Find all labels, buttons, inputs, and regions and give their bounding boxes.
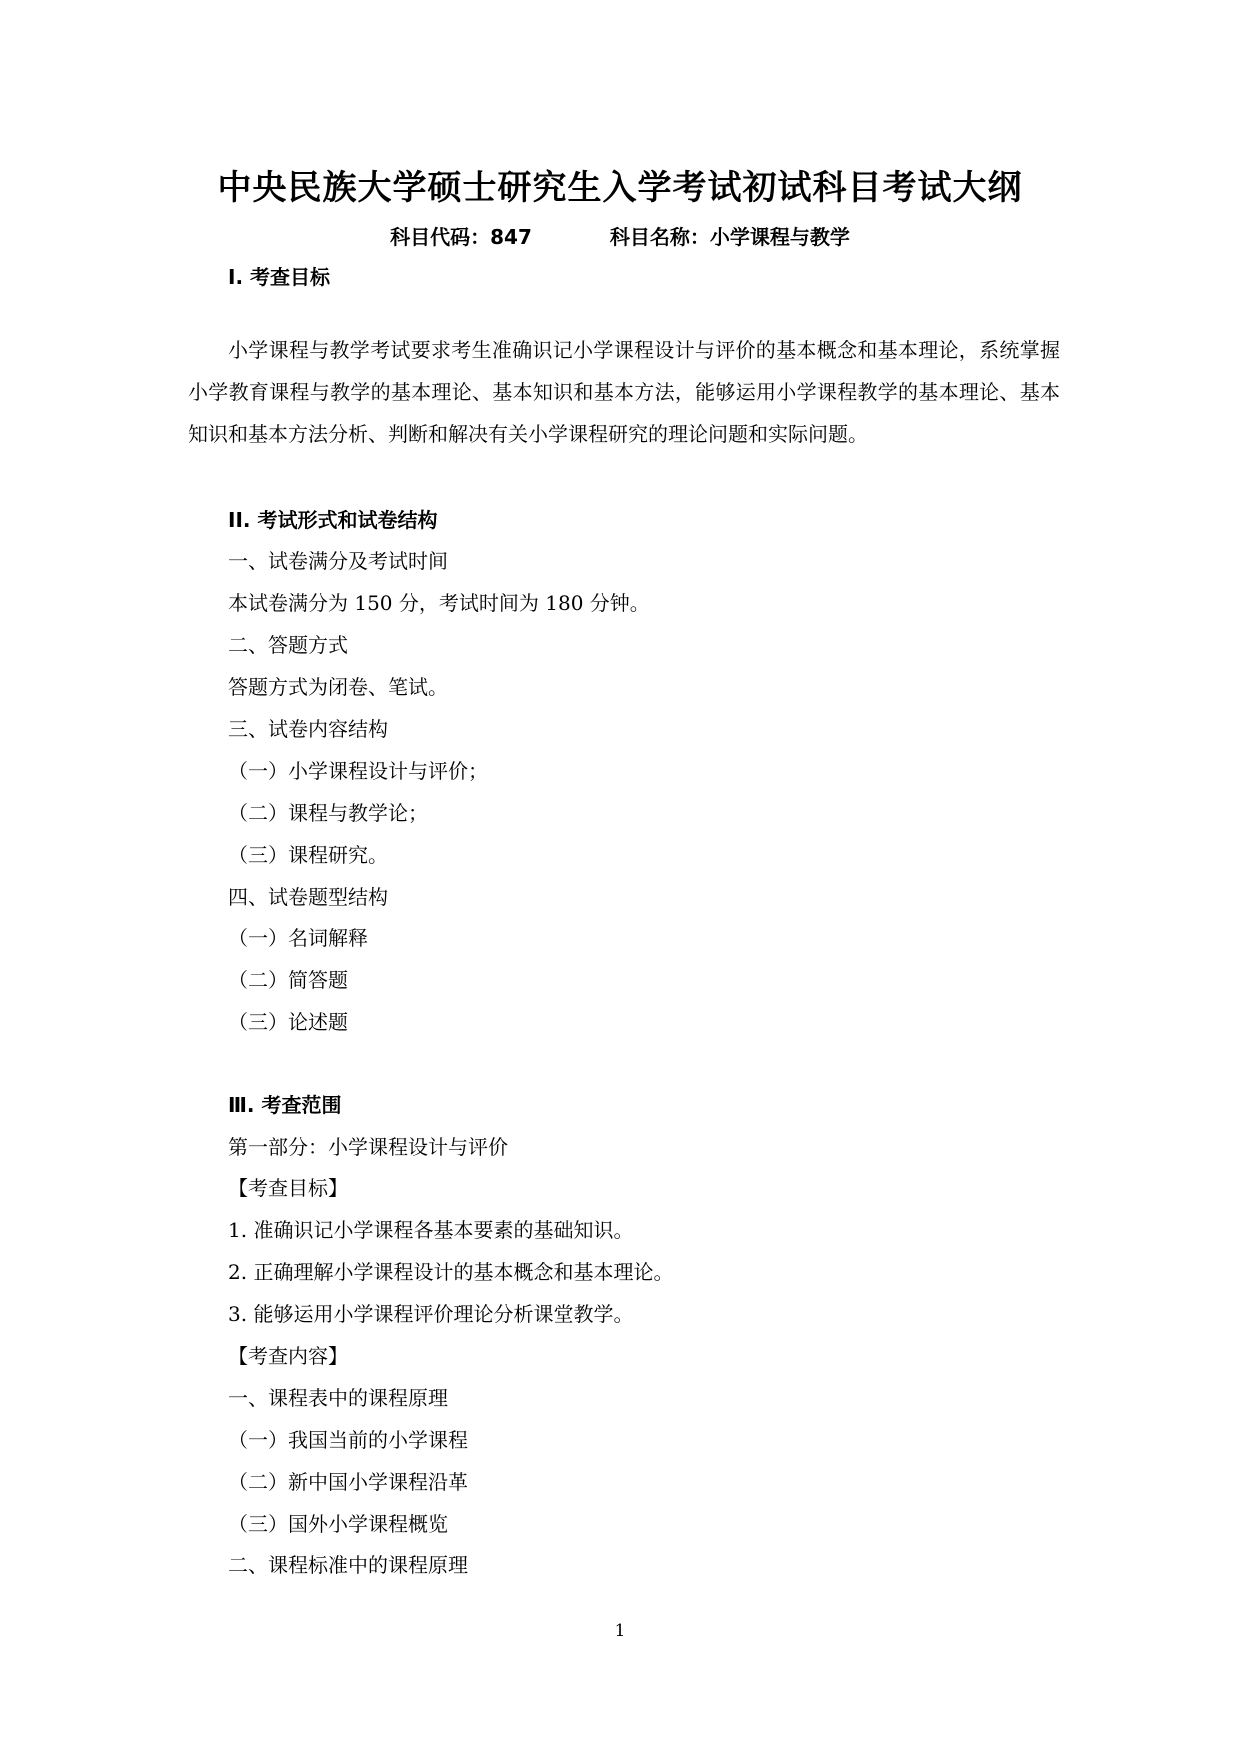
page-number: 1 [614,1621,626,1641]
section-2-line: 二、答题方式 [228,633,348,657]
subject-info [0,221,1240,250]
section-3-line: 第一部分：小学课程设计与评价 [228,1135,508,1159]
subject-name: 科目名称：小学课程与教学 [609,225,850,249]
section-2-line: 三、试卷内容结构 [228,717,388,741]
section-3-line: 二、课程标准中的课程原理 [228,1553,468,1577]
section-3-line: （一）我国当前的小学课程 [228,1428,468,1452]
section-3-line: （三）国外小学课程概览 [228,1512,448,1536]
section-3-heading: Ⅲ. 考查范围 [228,1093,342,1117]
section-1-paragraph: 小学课程与教学考试要求考生准确识记小学课程设计与评价的基本概念和基本理论，系统掌握小学教育课程与教学的基本理论、基本知识和基本方法，能够运用小学课程教学的基本理论、基本知识和基本方法分析、判断和解决有关小学课程研究的理论问题和实际问题。 [188,338,1060,446]
section-2-line: （三）课程研究。 [228,843,388,867]
section-3-line: 【考查内容】 [228,1344,348,1368]
section-2-line: （一）名词解释 [228,926,368,950]
subject-code: 科目代码：847 [390,225,532,249]
section-3-line: （二）新中国小学课程沿革 [228,1470,468,1494]
section-2-line: （三）论述题 [228,1010,348,1034]
section-1-heading: I. 考查目标 [228,265,331,289]
section-2-line: （二）简答题 [228,968,348,992]
section-2-line: 一、试卷满分及考试时间 [228,549,448,573]
section-3-line: 2. 正确理解小学课程设计的基本概念和基本理论。 [228,1260,674,1284]
section-2-line: （一）小学课程设计与评价； [228,759,488,783]
section-2-heading: II. 考试形式和试卷结构 [228,508,438,532]
document-title: 中央民族大学硕士研究生入学考试初试科目考试大纲 [217,168,1023,208]
section-3-line: 3. 能够运用小学课程评价理论分析课堂教学。 [228,1302,634,1326]
section-2-line: 答题方式为闭卷、笔试。 [228,675,448,699]
section-2-line: 本试卷满分为 150 分，考试时间为 180 分钟。 [228,591,650,615]
section-3-line: 一、课程表中的课程原理 [228,1386,448,1410]
section-3-line: 1. 准确识记小学课程各基本要素的基础知识。 [228,1218,634,1242]
section-2-line: （二）课程与教学论； [228,801,428,825]
section-2-line: 四、试卷题型结构 [228,885,388,909]
section-3-line: 【考查目标】 [228,1176,348,1200]
